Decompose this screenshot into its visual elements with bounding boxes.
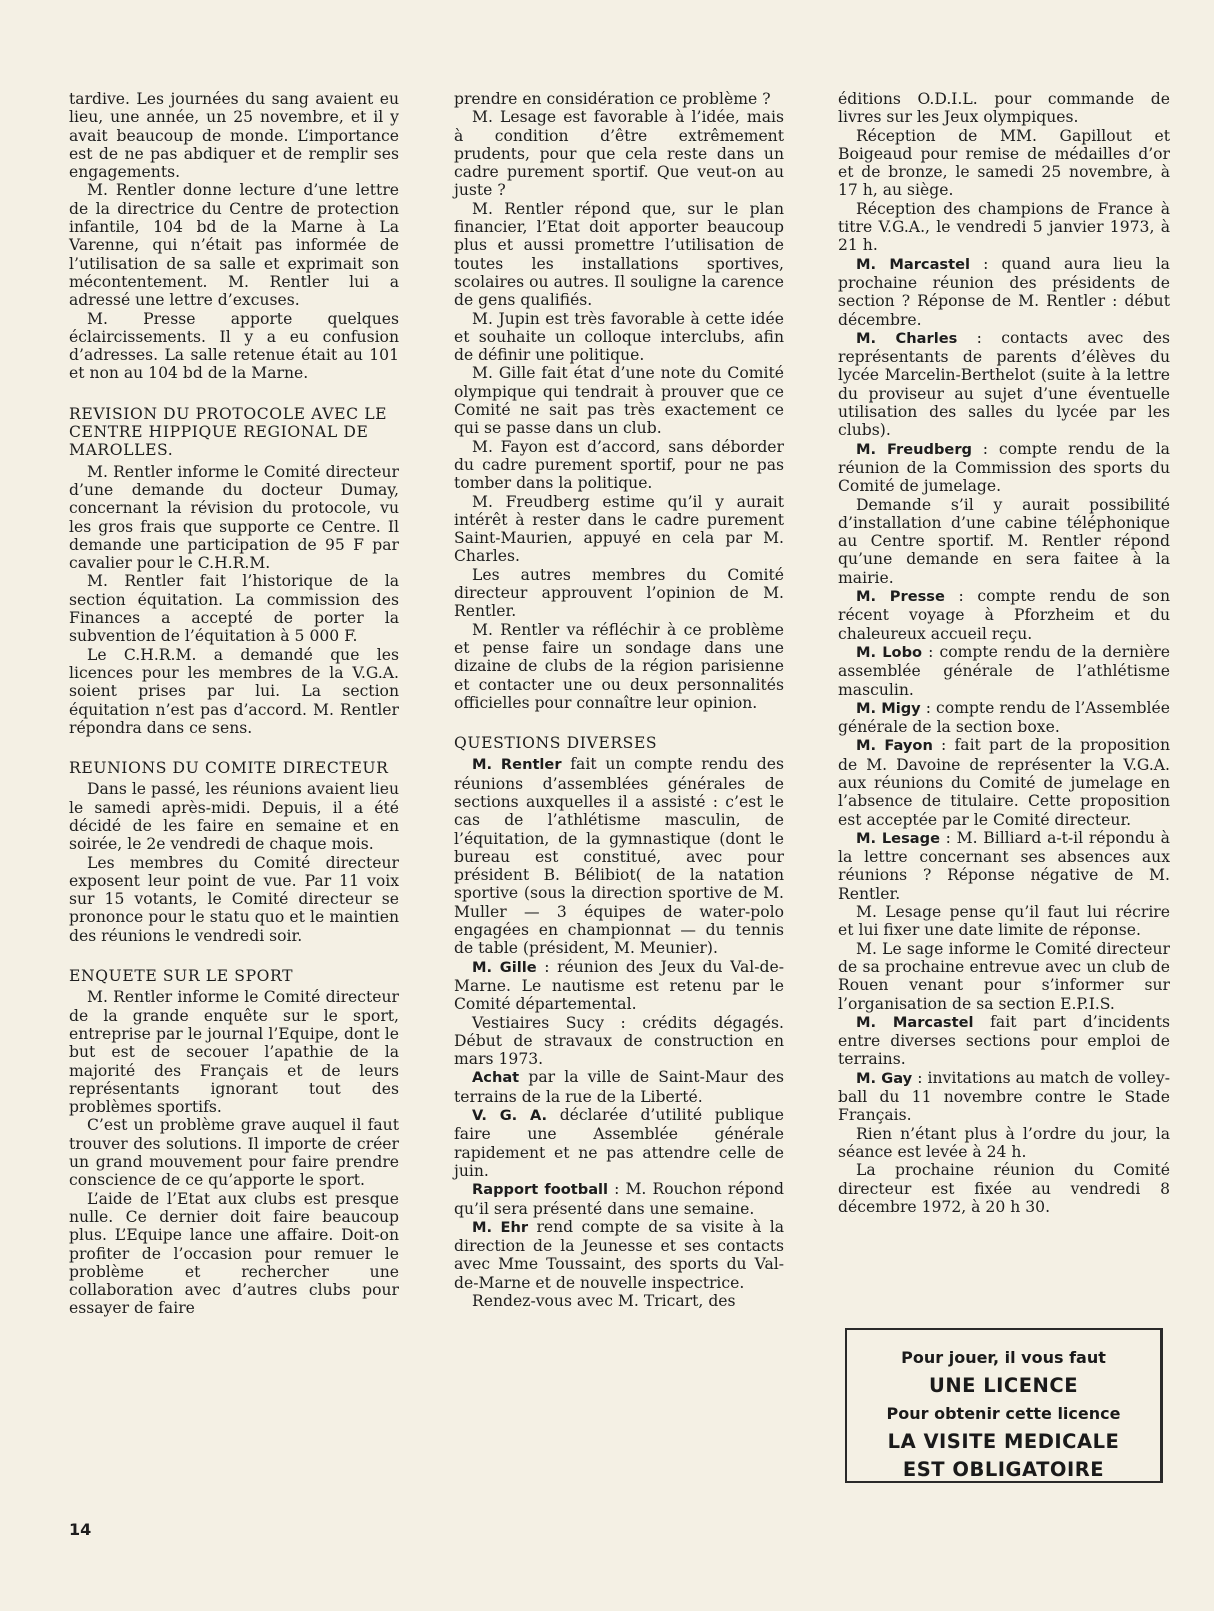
- paragraph: M. Gille fait état d’une note du Comité olympique qui tendrait à prouver que ce Comité ne sait pas très exactement ce qui se passe dans un club.: [454, 364, 784, 438]
- paragraph-text: déclarée d’utilité publique faire une Assemblée générale rapidement et ne pas attendre celle de juin.: [454, 1106, 784, 1180]
- paragraph: M. Rentler donne lecture d’une lettre de la directrice du Centre de protection infantile, 104 bd de la Marne à La Varenne, qui n’était pas informée de l’utilisation de sa salle et exprimait son mécontentement. M. Rentler lui a adressé une lettre d’excuses.: [69, 181, 399, 310]
- speaker-name: M. Gille: [472, 958, 537, 976]
- paragraph-text: : fait part de la proposition de M. Davoine de représenter la V.G.A. aux réunions du Comité de jumelage en l’absence de titulaire. Cette proposition est acceptée par le Comité directeur.: [838, 736, 1170, 829]
- paragraph: Les autres membres du Comité directeur approuvent l’opinion de M. Rentler.: [454, 565, 784, 621]
- section-heading-questions-diverses: QUESTIONS DIVERSES: [454, 734, 658, 753]
- medical-licence-notice-box: [845, 1328, 1163, 1483]
- paragraph: Dans le passé, les réunions avaient lieu le samedi après-midi. Depuis, il a été décidé de les faire en semaine et en soirée, le 2e vendredi de chaque mois.: [69, 780, 399, 854]
- paragraph: [838, 829, 1170, 903]
- paragraph: [454, 1106, 784, 1180]
- topic-label: V. G. A.: [472, 1107, 548, 1125]
- paragraph: Vestiaires Sucy : crédits dégagés. Début de stravaux de construction en mars 1973.: [454, 1013, 784, 1069]
- paragraph: Réception des champions de France à titre V.G.A., le vendredi 5 janvier 1973, à 21 h.: [838, 199, 1170, 255]
- paragraph-text: : réunion des Jeux du Val-de-Marne. Le nautisme est retenu par le Comité départemental.: [454, 957, 784, 1014]
- speaker-name: M. Marcastel: [856, 1013, 974, 1031]
- speaker-name: M. Migy: [856, 699, 921, 717]
- paragraph: M. Rentler répond que, sur le plan financier, l’Etat doit apporter beaucoup plus et aussi promettre l’utilisation de toutes les installations sportives, scolaires ou autres. Il souligne la carence de gens qualifiés.: [454, 199, 784, 310]
- paragraph: [838, 1069, 1170, 1125]
- notice-line: Pour obtenir cette licence: [886, 1404, 1121, 1423]
- topic-label: Rapport football: [472, 1181, 609, 1199]
- paragraph: éditions O.D.I.L. pour commande de livres sur les Jeux olympiques.: [838, 90, 1170, 127]
- section-heading-revision-protocole: REVISION DU PROTOCOLE AVEC LE CENTRE HIPPIQUE REGIONAL DE MAROLLES.: [69, 404, 388, 460]
- speaker-name: M. Gay: [856, 1069, 913, 1087]
- paragraph-text: fait part d’incidents entre diverses sections pour emploi de terrains.: [838, 1012, 1170, 1069]
- paragraph: [838, 255, 1170, 329]
- paragraph: [454, 755, 784, 957]
- notice-line: EST OBLIGATOIRE: [902, 1458, 1105, 1481]
- paragraph-text: : compte rendu de l’Assemblée générale de la section boxe.: [838, 698, 1170, 737]
- paragraph: M. Rentler va réfléchir à ce problème et pense faire un sondage dans une dizaine de clubs de la région parisienne et contacter une ou deux personnalités officielles pour connaître leur opinion.: [454, 620, 784, 712]
- paragraph-text: : quand aura lieu la prochaine réunion des présidents de section ? Réponse de M. Rentler : début décembre.: [838, 254, 1170, 329]
- column-3: [838, 90, 1170, 1216]
- paragraph: C’est un problème grave auquel il faut trouver des solutions. Il importe de créer un grand mouvement pour faire prendre conscience de ce qu’apporte le sport.: [69, 1116, 399, 1190]
- paragraph-text: rend compte de sa visite à la direction de la Jeunesse et ses contacts avec Mme Toussaint, des sports du Val-de-Marne et de nouvelle inspectrice.: [454, 1217, 784, 1292]
- paragraph-text: : contacts avec des représentants de parents d’élèves du lycée Marcelin-Berthelot (suite à la lettre du proviseur au sujet d’une éventuelle utilisation des salles du lycée par les clubs).: [838, 328, 1170, 440]
- notice-line: Pour jouer, il vous faut: [901, 1348, 1106, 1367]
- paragraph: M. Fayon est d’accord, sans déborder du cadre purement sportif, pour ne pas tomber dans la politique.: [454, 437, 784, 493]
- speaker-name: M. Ehr: [472, 1218, 529, 1236]
- notice-line: UNE LICENCE: [928, 1374, 1079, 1397]
- paragraph-text: : compte rendu de la réunion de la Commission des sports du Comité de jumelage.: [838, 439, 1170, 496]
- paragraph-text: : M. Rouchon répond qu’il sera présenté dans une semaine.: [454, 1180, 784, 1218]
- paragraph: Demande s’il y aurait possibilité d’installation d’une cabine téléphonique au Centre sportif. M. Rentler répond qu’une demande en sera faitee à la mairie.: [838, 495, 1170, 587]
- speaker-name: M. Marcastel: [856, 255, 970, 273]
- paragraph: tardive. Les journées du sang avaient eu lieu, une année, un 25 novembre, et il y avait beaucoup de monde. L’importance est de ne pas abdiquer et de remplir ses engagements.: [69, 90, 399, 182]
- paragraph: Rendez-vous avec M. Tricart, des: [472, 1292, 736, 1310]
- paragraph: M. Jupin est très favorable à cette idée et souhaite un colloque interclubs, afin de définir une politique.: [454, 309, 784, 365]
- paragraph: [454, 1180, 784, 1218]
- paragraph: [838, 643, 1170, 699]
- paragraph: [838, 736, 1170, 828]
- topic-label: Achat: [472, 1069, 520, 1087]
- paragraph: [454, 958, 784, 1014]
- speaker-name: M. Presse: [856, 588, 945, 606]
- section-heading-enquete-sport: ENQUETE SUR LE SPORT: [69, 967, 294, 986]
- paragraph: M. Rentler fait l’historique de la section équitation. La commission des Finances a accepté de porter la subvention de l’équitation à 5 000 F.: [69, 572, 399, 646]
- speaker-name: M. Freudberg: [856, 440, 972, 458]
- notice-line: LA VISITE MEDICALE: [887, 1430, 1120, 1453]
- speaker-name: M. Charles: [856, 329, 958, 347]
- paragraph: La prochaine réunion du Comité directeur est fixée au vendredi 8 décembre 1972, à 20 h 30.: [838, 1161, 1170, 1216]
- paragraph-text: fait un compte rendu des réunions d’assemblées générales de sections auxquelles il a assisté : c’est le cas de l’athlétisme masculin, de l’équitation, de la gymnastique (dont le bureau est constitué, avec pour président B. Bélibiot( de la natation sportive (sous la direction sportive de M. Muller — 3 équipes de water-polo engagées en championnat — du tennis de table (président, M. Meunier).: [454, 755, 784, 958]
- paragraph: [838, 329, 1170, 440]
- paragraph-text: : compte rendu de la dernière assemblée générale de l’athlétisme masculin.: [838, 642, 1170, 699]
- paragraph: Les membres du Comité directeur exposent leur point de vue. Par 11 voix sur 15 votants, le Comité directeur se prononce pour le statu quo et le maintien des réunions le vendredi soir.: [69, 853, 399, 945]
- paragraph: Le C.H.R.M. a demandé que les licences pour les membres de la V.G.A. soient prises par lui. La section équitation n’est pas d’accord. M. Rentler répondra dans ce sens.: [69, 645, 399, 737]
- paragraph: [838, 440, 1170, 496]
- paragraph-text: : compte rendu de son récent voyage à Pforzheim et du chaleureux accueil reçu.: [838, 587, 1170, 643]
- paragraph: M. Lesage pense qu’il faut lui récrire et lui fixer une date limite de réponse.: [838, 903, 1170, 940]
- paragraph: M. Le sage informe le Comité directeur de sa prochaine entrevue avec un club de Rouen venant pour s’informer sur l’organisation de sa section E.P.I.S.: [838, 939, 1170, 1013]
- paragraph: [454, 1218, 784, 1292]
- paragraph-text: : invitations au match de volley-ball du 11 novembre contre le Stade Français.: [838, 1068, 1170, 1125]
- paragraph: M. Rentler informe le Comité directeur d’une demande du docteur Dumay, concernant la révision du protocole, vu les gros frais que supporte ce Centre. Il demande une participation de 95 F par cavalier pour le C.H.R.M.: [69, 462, 399, 573]
- column-1: [69, 90, 399, 1318]
- page-number: 14: [69, 1520, 92, 1539]
- speaker-name: M. Lesage: [856, 829, 940, 847]
- paragraph: [454, 1068, 784, 1106]
- paragraph: M. Rentler informe le Comité directeur de la grande enquête sur le sport, entreprise par le journal l’Equipe, dont le but est de secouer l’apathie de la majorité des Français et de leurs représentants ignorant tout des problèmes sportifs.: [69, 988, 399, 1117]
- speaker-name: M. Fayon: [856, 737, 933, 755]
- paragraph: [838, 587, 1170, 643]
- paragraph: M. Presse apporte quelques éclaircissements. Il y a eu confusion d’adresses. La salle retenue était au 101 et non au 104 bd de la Marne.: [69, 309, 399, 383]
- column-2: [454, 90, 784, 1310]
- paragraph: [838, 699, 1170, 737]
- paragraph-text: : M. Billiard a-t-il répondu à la lettre concernant ses absences aux réunions ? Réponse négative de M. Rentler.: [838, 828, 1170, 903]
- paragraph: M. Freudberg estime qu’il y aurait intérêt à rester dans le cadre purement Saint-Maurien, appuyé en cela par M. Charles.: [454, 492, 784, 566]
- paragraph: [838, 1013, 1170, 1069]
- speaker-name: M. Rentler: [472, 756, 562, 774]
- paragraph: L’aide de l’Etat aux clubs est presque nulle. Ce dernier doit faire beaucoup plus. L’Equipe lance une affaire. Doit-on profiter de l’occasion pour remuer le problème et rechercher une collaboration avec d’autres clubs pour essayer de faire: [69, 1189, 399, 1318]
- paragraph: prendre en considération ce problème ?: [454, 90, 771, 108]
- paragraph-text: par la ville de Saint-Maur des terrains de la rue de la Liberté.: [454, 1068, 784, 1106]
- paragraph: Rien n’étant plus à l’ordre du jour, la séance est levée à 24 h.: [838, 1124, 1170, 1161]
- paragraph: M. Lesage est favorable à l’idée, mais à condition d’être extrêmement prudents, pour que cela reste dans un cadre purement sportif. Que veut-on au juste ?: [454, 108, 784, 200]
- speaker-name: M. Lobo: [856, 643, 923, 661]
- section-heading-reunions-comite: REUNIONS DU COMITE DIRECTEUR: [69, 759, 389, 778]
- paragraph: Réception de MM. Gapillout et Boigeaud pour remise de médailles d’or et de bronze, le samedi 25 novembre, à 17 h, au siège.: [838, 126, 1170, 200]
